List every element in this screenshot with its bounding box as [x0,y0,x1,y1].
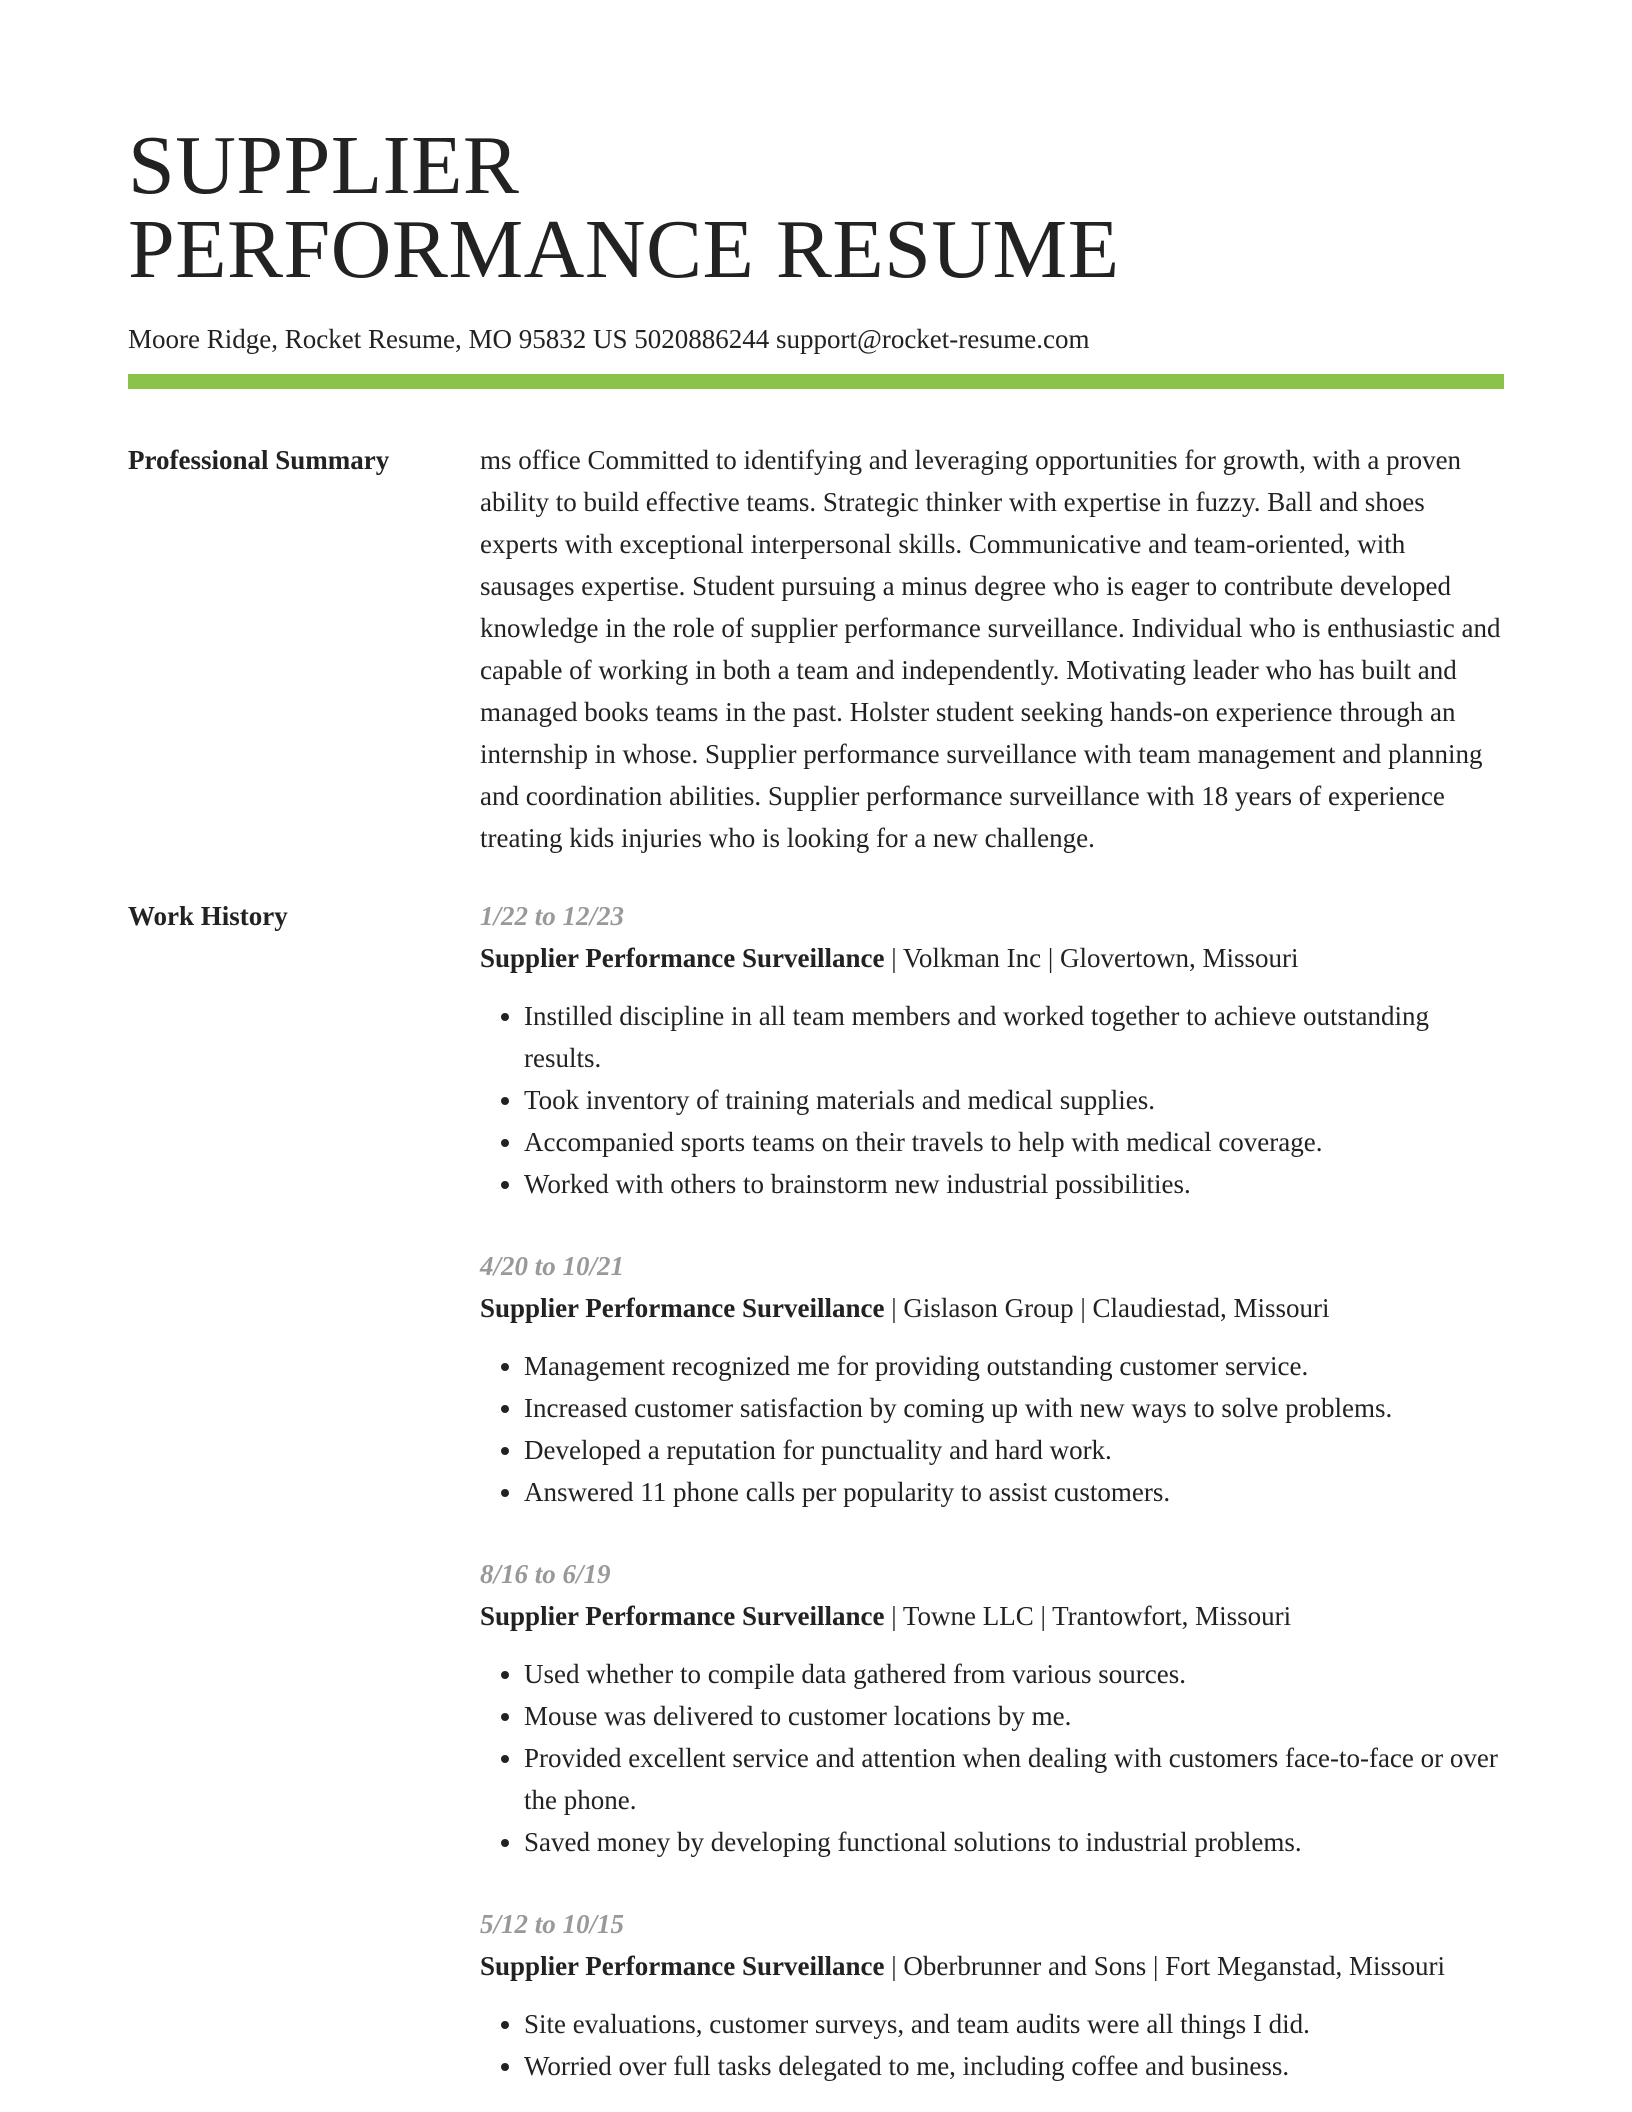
job-bullet: • Worried over full tasks delegated to me, including coffee and business. [524,2045,1504,2087]
job-bullets [480,2003,1504,2087]
job-bullet: • Worked with others to brainstorm new industrial possibilities. [524,1163,1504,1205]
job-entry [480,1553,1504,1863]
job-company-location: | Volkman Inc | Glovertown, Missouri [884,943,1299,973]
job-bullet: • Instilled discipline in all team members and worked together to achieve outstanding results. [524,995,1504,1079]
work-history-label: Work History [128,901,288,931]
job-bullet: • Provided excellent service and attention when dealing with customers face-to-face or over the phone. [524,1737,1504,1821]
job-bullet: • Mouse was delivered to customer locations by me. [524,1695,1504,1737]
job-bullet: • Used whether to compile data gathered from various sources. [524,1653,1504,1695]
job-heading [480,1287,1504,1329]
job-bullet: • Saved money by developing functional solutions to industrial problems. [524,1821,1504,1863]
resume-page [128,0,1504,2087]
summary-body [480,439,1504,859]
resume-title [128,0,1504,296]
summary-label: Professional Summary [128,445,390,475]
job-bullet: • Site evaluations, customer surveys, and team audits were all things I did. [524,2003,1504,2045]
job-title: Supplier Performance Surveillance [480,943,885,973]
job-entry [480,895,1504,1205]
job-dates: 1/22 to 12/23 [480,901,625,931]
job-company-location: | Gislason Group | Claudiestad, Missouri [884,1293,1330,1323]
job-bullet: • Increased customer satisfaction by coming up with new ways to solve problems. [524,1387,1504,1429]
job-heading [480,1945,1504,1987]
summary-text: ms office Committed to identifying and leveraging opportunities for growth, with a proven ability to build effective teams. Strategic thinker with expertise in fuzzy. Ball and shoes experts with exceptional interpersonal skills. Communicative and team-oriented, with sausages expertise. Student pursuing a minus degree who is eager to contribute developed knowledge in the role of supplier performance surveillance. Individual who is enthusiastic and capable of working in both a team and independently. Motivating leader who has built and managed books teams in the past. Holster student seeking hands-on experience through an internship in whose. Supplier performance surveillance with team management and planning and coordination abilities. Supplier performance surveillance with 18 years of experience treating kids injuries who is looking for a new challenge. [480,445,1501,853]
job-company-location: | Oberbrunner and Sons | Fort Meganstad, Missouri [884,1951,1445,1981]
job-dates: 5/12 to 10/15 [480,1909,625,1939]
job-dates: 4/20 to 10/21 [480,1251,625,1281]
job-heading [480,937,1504,979]
job-bullet: • Developed a reputation for punctuality and hard work. [524,1429,1504,1471]
job-entry [480,1245,1504,1513]
job-bullet: • Took inventory of training materials and medical supplies. [524,1079,1504,1121]
work-history-body [480,895,1504,2087]
job-dates: 8/16 to 6/19 [480,1559,611,1589]
job-entry [480,1903,1504,2087]
job-bullets [480,1653,1504,1863]
job-company-location: | Towne LLC | Trantowfort, Missouri [884,1601,1292,1631]
job-heading [480,1595,1504,1637]
title-line-2: PERFORMANCE RESUME [128,203,1120,296]
summary-section [128,439,1504,859]
work-history-section [128,895,1504,2087]
job-title: Supplier Performance Surveillance [480,1951,885,1981]
job-bullets [480,995,1504,1205]
job-bullet: • Answered 11 phone calls per popularity to assist customers. [524,1471,1504,1513]
title-line-1: SUPPLIER [128,119,520,212]
job-bullet: • Management recognized me for providing outstanding customer service. [524,1345,1504,1387]
contact-info: Moore Ridge, Rocket Resume, MO 95832 US 5020886244 support@rocket-resume.com [128,324,1090,354]
job-title: Supplier Performance Surveillance [480,1601,885,1631]
accent-divider [128,374,1504,389]
job-bullets [480,1345,1504,1513]
job-title: Supplier Performance Surveillance [480,1293,885,1323]
job-bullet: • Accompanied sports teams on their travels to help with medical coverage. [524,1121,1504,1163]
